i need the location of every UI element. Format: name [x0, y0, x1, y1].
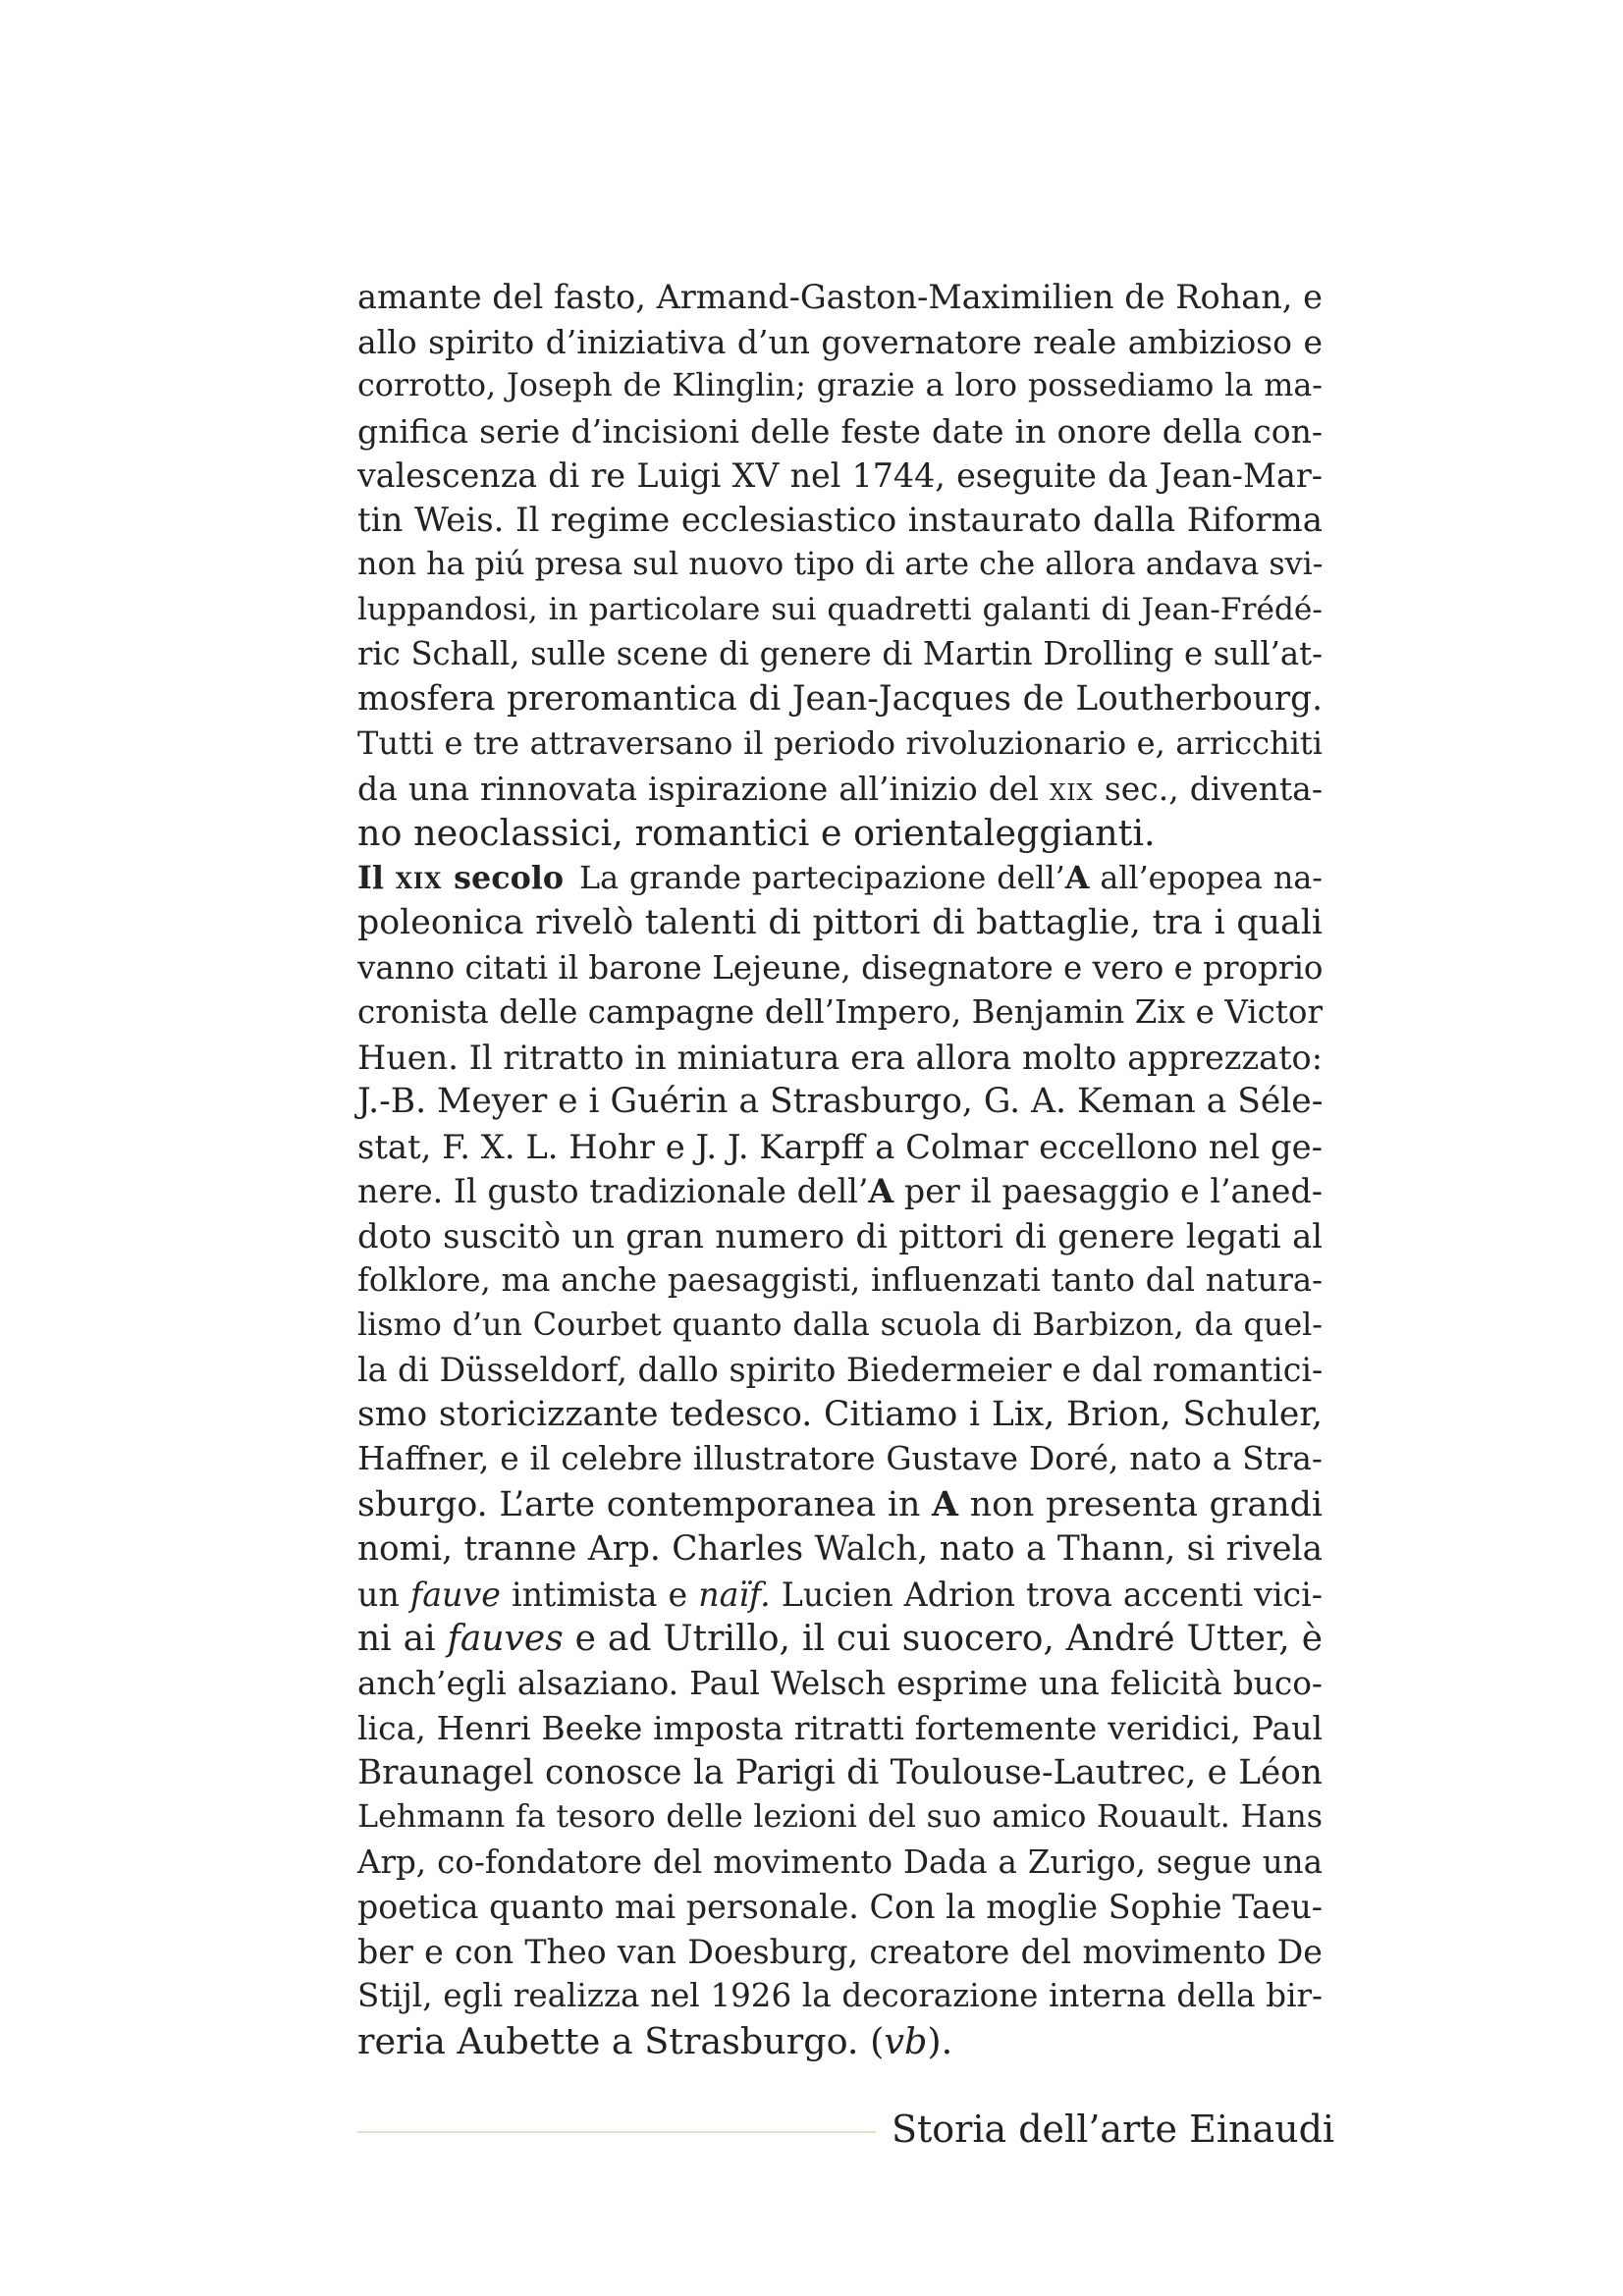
region-abbrev: A — [868, 1172, 894, 1210]
text-line: poleonica rivelò talenti di pittori di battaglie, tra i quali — [357, 903, 1323, 942]
section-start-line — [357, 856, 1323, 902]
text-fragment: intimista e — [511, 1575, 688, 1614]
text-fragment: La grande partecipazione dell’ — [579, 860, 1065, 896]
text-line: mosfera preromantica di Jean-Jacques de Loutherbourg. — [357, 678, 1323, 719]
text-line: Lehmann fa tesoro delle lezioni del suo amico Rouault. Hans — [357, 1799, 1323, 1835]
text-fragment: un — [357, 1575, 400, 1614]
century-numeral: xix — [1049, 769, 1094, 808]
italic-term: fauves — [447, 1619, 564, 1659]
italic-term: fauve — [409, 1575, 501, 1614]
text-line — [357, 1169, 1323, 1214]
text-fragment: reria Aubette a Strasburgo. ( — [357, 2019, 885, 2062]
text-line: J.-B. Meyer e i Guérin a Strasburgo, G. A. Keman a Séle- — [357, 1082, 1324, 1121]
text-line: luppandosi, in particolare sui quadretti galanti di Jean-Frédé- — [357, 591, 1323, 627]
text-line — [357, 1573, 1323, 1618]
region-abbrev: A — [932, 1483, 958, 1524]
text-line — [357, 767, 1323, 812]
text-line: Braunagel conosce la Parigi di Toulouse-Lautrec, e Léon — [357, 1752, 1323, 1792]
text-fragment: per il paesaggio e l’aned- — [903, 1172, 1323, 1210]
text-line: valescenza di re Luigi XV nel 1744, eseguite da Jean-Mar- — [357, 456, 1323, 495]
text-line: stat, F. X. L. Hohr e J. J. Karpff a Colmar eccellono nel ge- — [357, 1127, 1323, 1166]
text-line: Stijl, egli realizza nel 1926 la decorazione interna della bir- — [357, 1977, 1323, 2014]
text-line: corrotto, Joseph de Klinglin; grazie a loro possediamo la ma- — [357, 368, 1323, 403]
text-line — [357, 1617, 1323, 1662]
text-line: ber e con Theo van Doesburg, creatore del movimento De — [357, 1932, 1323, 1971]
text-line: allo spirito d’iniziativa d’un governatore reale ambizioso e — [357, 322, 1323, 361]
footer-rule — [357, 2131, 876, 2133]
text-line — [357, 2019, 1323, 2064]
text-fragment: all’epopea na- — [1100, 860, 1323, 896]
body-text — [357, 275, 1323, 2063]
text-line: vanno citati il barone Lejeune, disegnatore e vero e proprio — [357, 948, 1324, 987]
text-line: Huen. Il ritratto in miniatura era allora molto apprezzato: — [357, 1038, 1323, 1077]
text-fragment: sburgo. L’arte contemporanea in — [357, 1484, 921, 1524]
text-line: no neoclassici, romantici e orientaleggianti. — [357, 812, 1156, 854]
century-numeral: xix — [395, 859, 443, 896]
text-fragment: sec., diventa- — [1104, 769, 1323, 808]
text-fragment: Lucien Adrion trova accenti vici- — [781, 1575, 1324, 1614]
text-fragment: e ad Utrillo, il cui suocero, André Utter, è — [574, 1619, 1323, 1659]
region-abbrev: A — [1064, 859, 1090, 896]
text-line: Arp, co-fondatore del movimento Dada a Zurigo, segue una — [357, 1842, 1323, 1881]
text-line: Tutti e tre attraversano il periodo rivoluzionario e, arricchiti — [357, 724, 1323, 762]
text-line: doto suscitò un gran numero di pittori di genere legati al — [357, 1216, 1323, 1255]
text-line — [357, 1482, 1323, 1528]
text-line: tin Weis. Il regime ecclesiastico instaurato dalla Riforma — [357, 500, 1323, 540]
text-line: Haffner, e il celebre illustratore Gustave Doré, nato a Stra- — [357, 1440, 1323, 1477]
text-line: amante del fasto, Armand-Gaston-Maximilien de Rohan, e — [357, 278, 1323, 316]
text-line: poetica quanto mai personale. Con la moglie Sophie Taeu- — [357, 1888, 1323, 1926]
text-line: folklore, ma anche paesaggisti, influenzati tanto dal natura- — [357, 1261, 1323, 1299]
text-line: lica, Henri Beeke imposta ritratti fortemente veridici, Paul — [357, 1709, 1323, 1747]
text-fragment: da una rinnovata ispirazione all’inizio del — [357, 769, 1039, 808]
text-line: smo storicizzante tedesco. Citiamo i Lix, Brion, Schuler, — [357, 1394, 1323, 1434]
text-line: gnifica serie d’incisioni delle feste date in onore della con- — [357, 411, 1323, 451]
heading-word: Il — [357, 859, 384, 896]
text-line: ric Schall, sulle scene di genere di Martin Drolling e sull’at- — [357, 635, 1323, 672]
text-fragment: ). — [927, 2019, 953, 2062]
text-line: lismo d’un Courbet quanto dalla scuola di Barbizon, da quel- — [357, 1307, 1323, 1343]
author-initials: vb — [884, 2019, 928, 2062]
italic-term: naïf. — [698, 1575, 771, 1614]
text-line: anch’egli alsaziano. Paul Welsch esprime una felicità buco- — [357, 1664, 1323, 1702]
text-line: cronista delle campagne dell’Impero, Benjamin Zix e Victor — [357, 993, 1323, 1031]
text-fragment: nere. Il gusto tradizionale dell’ — [357, 1172, 869, 1210]
text-line: nomi, tranne Arp. Charles Walch, nato a Thann, si rivela — [357, 1529, 1323, 1569]
text-line: non ha piú presa sul nuovo tipo di arte che allora andava svi- — [357, 547, 1324, 582]
footer-title: Storia dell’arte Einaudi — [892, 2108, 1335, 2151]
text-fragment: ni ai — [357, 1619, 436, 1659]
heading-word: secolo — [454, 859, 564, 896]
section-heading — [357, 860, 564, 896]
text-line: la di Düsseldorf, dallo spirito Biedermeier e dal romantici- — [357, 1351, 1324, 1389]
text-fragment: non presenta grandi — [969, 1484, 1323, 1524]
